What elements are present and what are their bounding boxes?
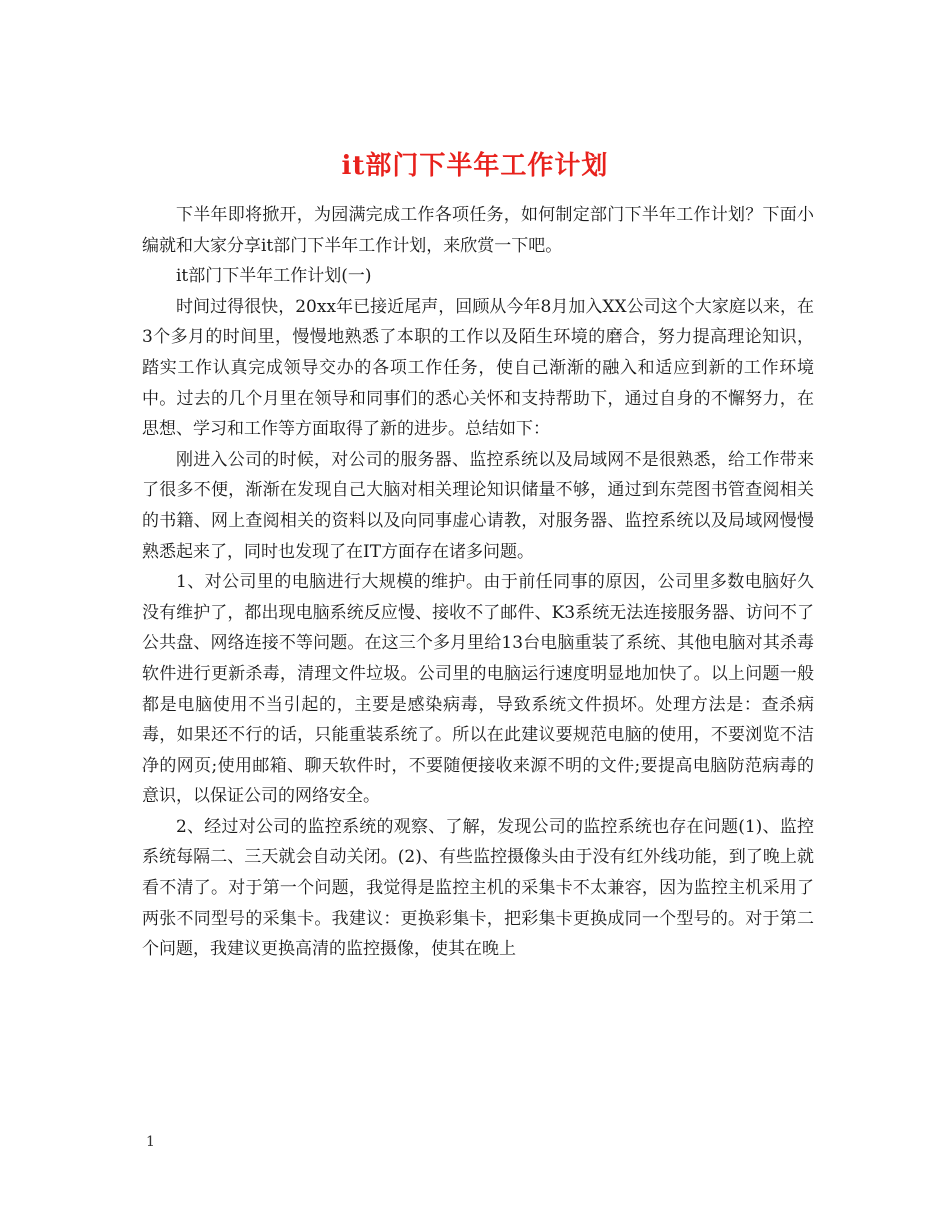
paragraph-review: 时间过得很快，20xx年已接近尾声，回顾从今年8月加入XX公司这个大家庭以来，在3个多月的时间里，慢慢地熟悉了本职的工作以及陌生环境的磨合，努力提高理论知识，踏实工作认真完成领导交办的各项工作任务，使自己渐渐的融入和适应到新的工作环境中。过去的几个月里在领导和同事们的悉心关怀和支持帮助下，通过自身的不懈努力，在思想、学习和工作等方面取得了新的进步。总结如下： bbox=[142, 296, 814, 440]
page-number: 1 bbox=[146, 1134, 155, 1150]
paragraph-onboarding: 刚进入公司的时候，对公司的服务器、监控系统以及局域网不是很熟悉，给工作带来了很多不便，渐渐在发现自己大脑对相关理论知识储量不够，通过到东莞图书管查阅相关的书籍、网上查阅相关的资料以及向同事虚心请教，对服务器、监控系统以及局域网慢慢熟悉起来了，同时也发现了在IT方面存在诸多问题。 bbox=[142, 449, 814, 562]
document-body bbox=[142, 200, 814, 965]
paragraph-intro: 下半年即将掀开，为园满完成工作各项任务，如何制定部门下半年工作计划？下面小编就和大家分享it部门下半年工作计划，来欣赏一下吧。 bbox=[142, 205, 814, 256]
document-title: it部门下半年工作计划 bbox=[341, 151, 609, 182]
paragraph-monitoring-system: 2、经过对公司的监控系统的观察、了解，发现公司的监控系统也存在问题(1)、监控系统每隔二、三天就会自动关闭。(2)、有些监控摄像头由于没有红外线功能，到了晚上就看不清了。对于第一个问题，我觉得是监控主机的采集卡不太兼容，因为监控主机采用了两张不同型号的采集卡。我建议：更换彩集卡，把彩集卡更换成同一个型号的。对于第二个问题，我建议更换高清的监控摄像，使其在晚上 bbox=[142, 816, 814, 960]
paragraph-computer-maintenance: 1、对公司里的电脑进行大规模的维护。由于前任同事的原因，公司里多数电脑好久没有维护了，都出现电脑系统反应慢、接收不了邮件、K3系统无法连接服务器、访问不了公共盘、网络连接不等问题。在这三个多月里给13台电脑重装了系统、其他电脑对其杀毒软件进行更新杀毒，清理文件垃圾。公司里的电脑运行速度明显地加快了。以上问题一般都是电脑使用不当引起的，主要是感染病毒，导致系统文件损坏。处理方法是：查杀病毒，如果还不行的话，只能重装系统了。所以在此建议要规范电脑的使用，不要浏览不洁净的网页;使用邮箱、聊天软件时，不要随便接收来源不明的文件;要提高电脑防范病毒的意识，以保证公司的网络安全。 bbox=[142, 572, 814, 807]
section-heading: it部门下半年工作计划(一) bbox=[176, 266, 372, 287]
